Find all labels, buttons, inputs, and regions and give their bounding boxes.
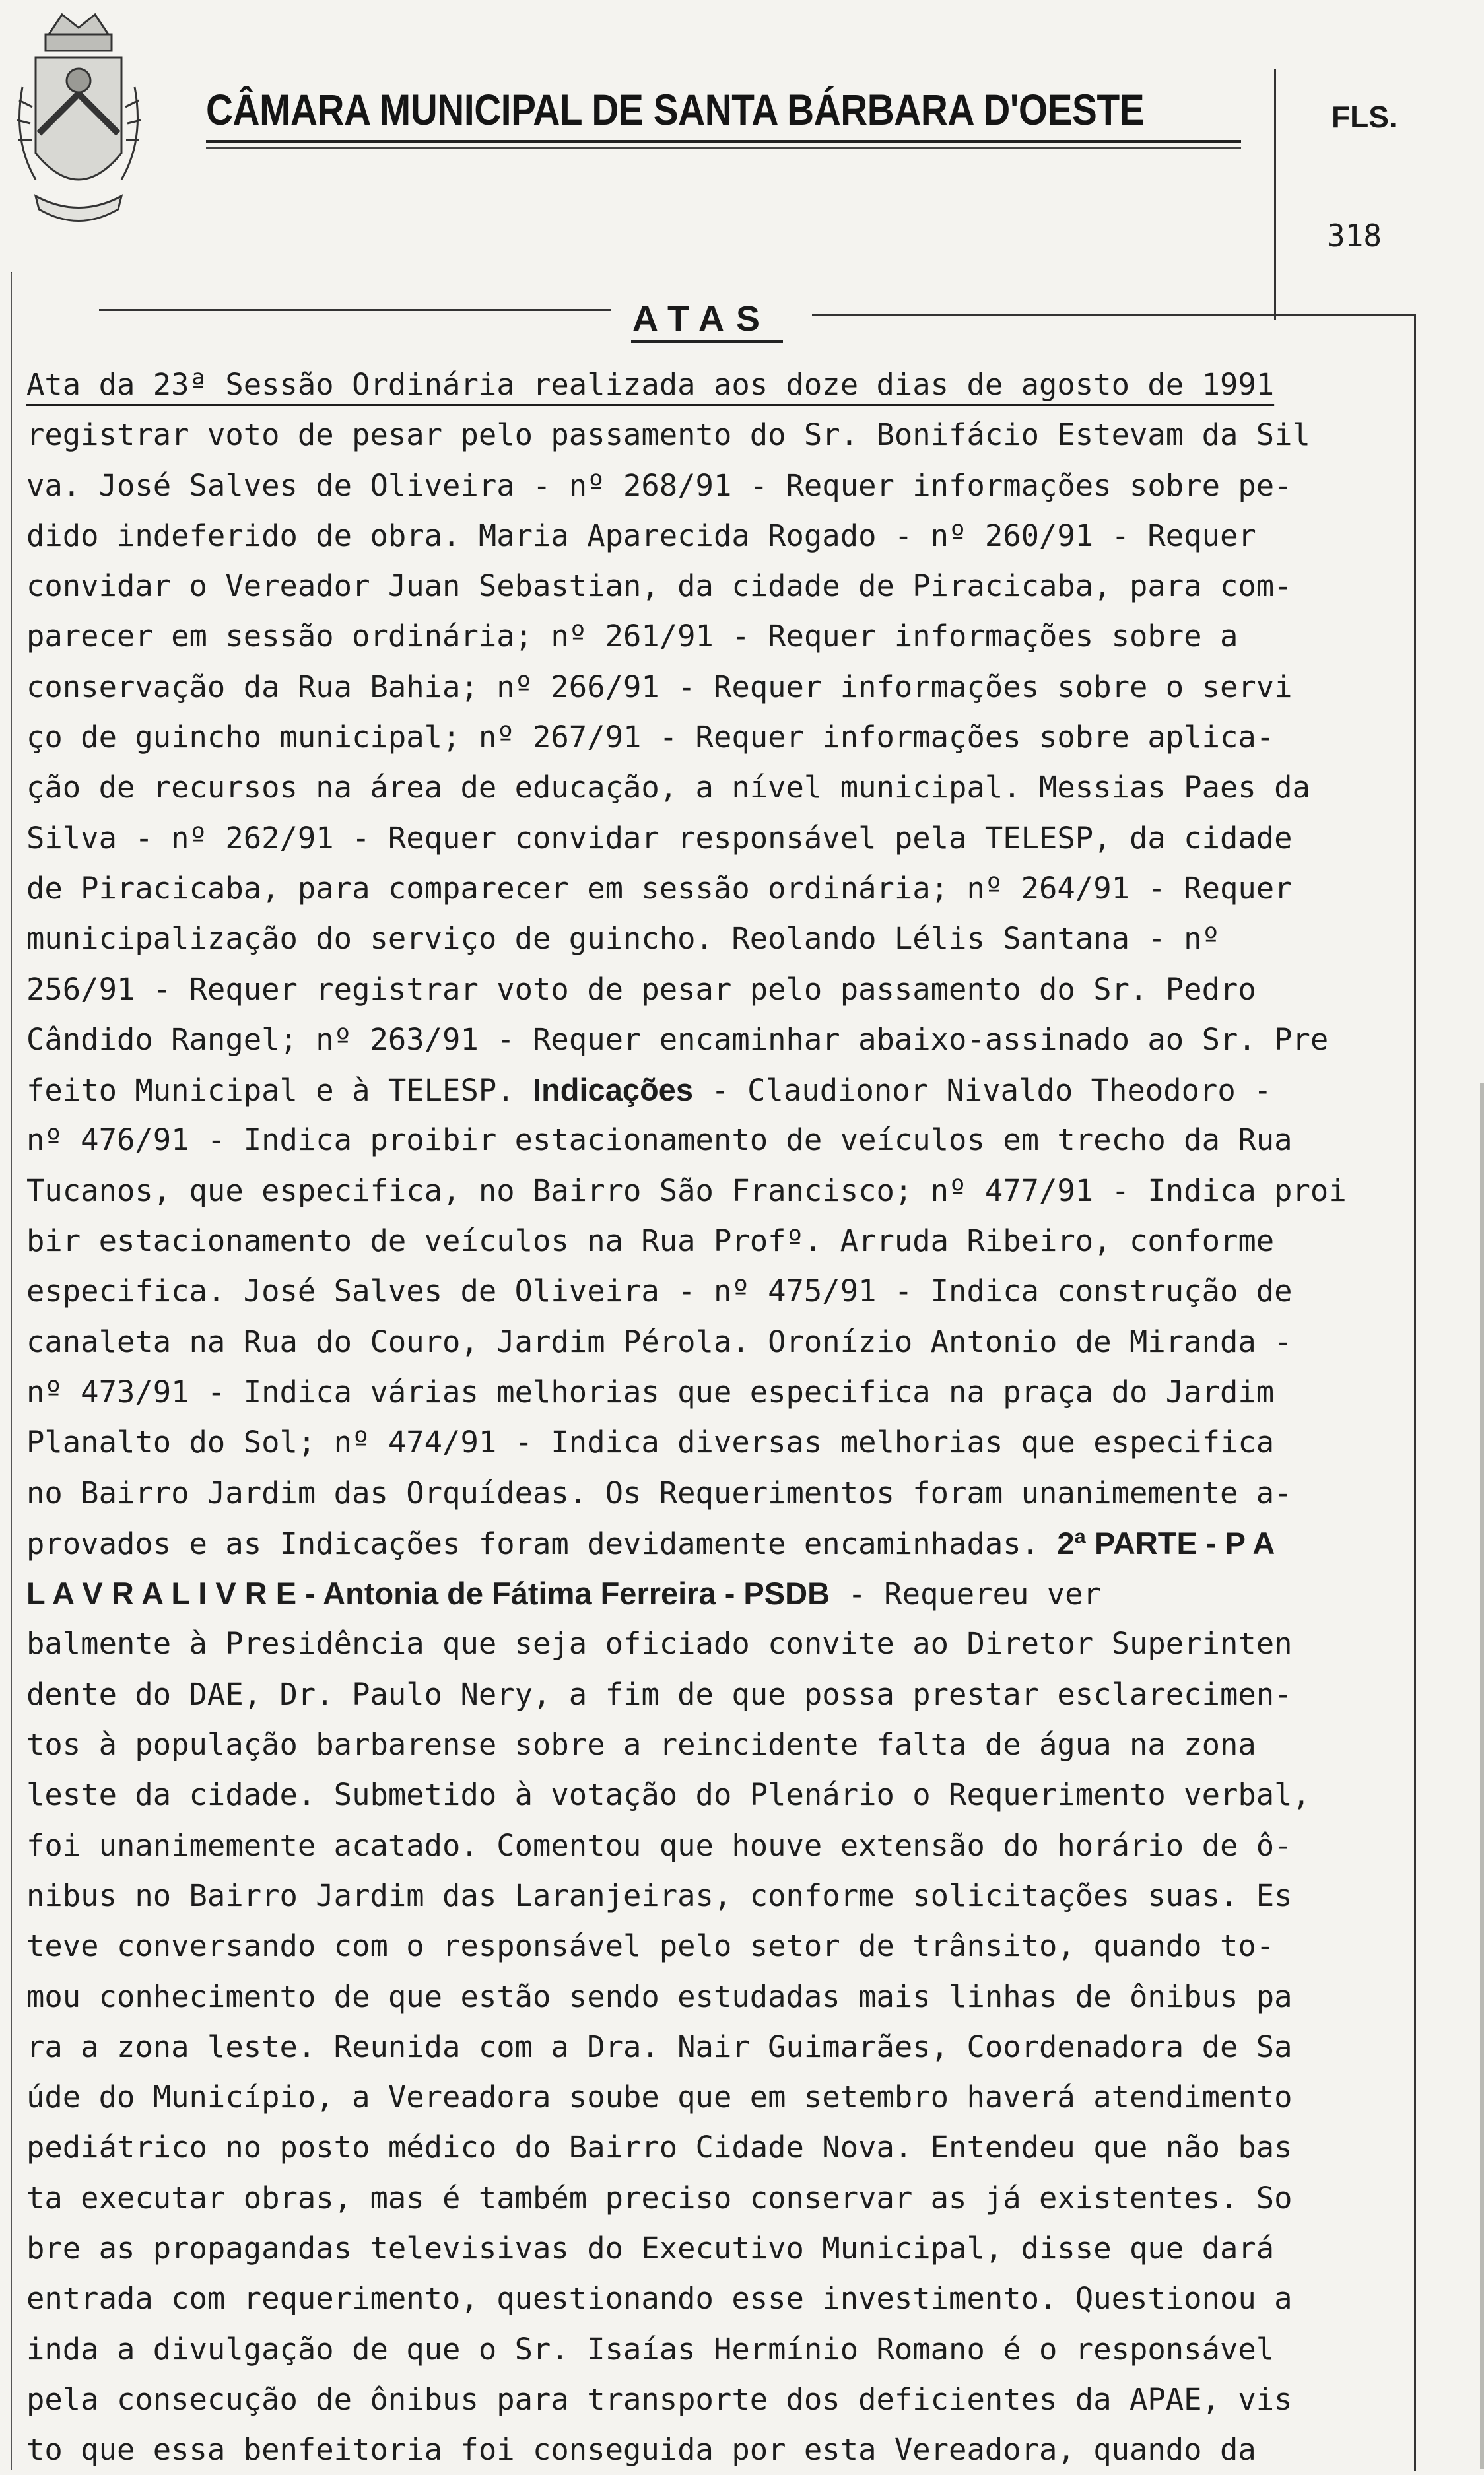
text-segment: feito Municipal e à TELESP. (26, 1073, 533, 1108)
text-segment: registrar voto de pesar pelo passamento do Sr. Bonifácio Estevam da Sil (26, 417, 1310, 453)
text-segment: Silva - nº 262/91 - Requer convidar responsável pela TELESP, da cidade (26, 820, 1293, 856)
text-segment: Planalto do Sol; nº 474/91 - Indica diversas melhorias que especifica (26, 1425, 1275, 1460)
text-segment: nº 476/91 - Indica proibir estacionamento de veículos em trecho da Rua (26, 1122, 1293, 1158)
minutes-line (26, 1619, 1419, 1669)
minutes-line (26, 914, 1419, 964)
text-segment: tos à população barbarense sobre a reincidente falta de água na zona (26, 1727, 1256, 1763)
minutes-line (26, 611, 1419, 661)
text-segment: no Bairro Jardim das Orquídeas. Os Requerimentos foram unanimemente a- (26, 1475, 1293, 1510)
minutes-line (26, 1972, 1419, 2022)
text-segment: ção de recursos na área de educação, a nível municipal. Messias Paes da (26, 770, 1310, 805)
municipal-coat-of-arms (9, 8, 148, 246)
minutes-line (26, 662, 1419, 712)
minutes-line (26, 2173, 1419, 2223)
minutes-line (26, 511, 1419, 561)
minutes-line (26, 1518, 1419, 1569)
text-segment: mou conhecimento de que estão sendo estudadas mais linhas de ônibus pa (26, 1979, 1293, 2014)
text-segment: 256/91 - Requer registrar voto de pesar pelo passamento do Sr. Pedro (26, 971, 1256, 1007)
minutes-line (26, 1417, 1419, 1468)
frame-left-rule (11, 272, 12, 2470)
minutes-line (26, 1871, 1419, 1921)
text-segment: foi unanimemente acatado. Comentou que houve extensão do horário de ô- (26, 1827, 1293, 1863)
minutes-line (26, 2375, 1419, 2425)
minutes-line (26, 1720, 1419, 1770)
minutes-line (26, 2324, 1419, 2375)
text-segment: bre as propagandas televisivas do Executivo Municipal, disse que dará (26, 2230, 1275, 2266)
minutes-line (26, 2274, 1419, 2324)
minutes-line (26, 1115, 1419, 1165)
minutes-line (26, 2223, 1419, 2274)
header-rule-thin (206, 147, 1241, 149)
text-segment: bir estacionamento de veículos na Rua Profº. Arruda Ribeiro, conforme (26, 1223, 1275, 1259)
header-rule (206, 140, 1241, 143)
session-header: Ata da 23ª Sessão Ordinária realizada aos doze dias de agosto de 1991 (26, 367, 1275, 402)
text-segment: leste da cidade. Submetido à votação do Plenário o Requerimento verbal, (26, 1777, 1310, 1813)
frame-top-left-rule (11, 272, 12, 273)
text-segment: canaleta na Rua do Couro, Jardim Pérola. Oronízio Antonio de Miranda - (26, 1324, 1293, 1359)
minutes-line (26, 1468, 1419, 1518)
minutes-line (26, 410, 1419, 460)
minutes-line (26, 965, 1419, 1015)
text-segment: Tucanos, que especifica, no Bairro São Francisco; nº 477/91 - Indica proi (26, 1172, 1347, 1208)
minutes-line (26, 561, 1419, 611)
minutes-line (26, 1770, 1419, 1820)
minutes-line (26, 1821, 1419, 1871)
text-segment: conservação da Rua Bahia; nº 266/91 - Requer informações sobre o servi (26, 669, 1293, 704)
text-segment: balmente à Presidência que seja oficiado convite ao Diretor Superinten (26, 1626, 1293, 1662)
text-segment: parecer em sessão ordinária; nº 261/91 - Requer informações sobre a (26, 619, 1238, 654)
text-segment: pela consecução de ônibus para transporte dos deficientes da APAE, vis (26, 2381, 1293, 2417)
text-segment: dido indeferido de obra. Maria Aparecida Rogado - nº 260/91 - Requer (26, 518, 1256, 553)
minutes-line (26, 712, 1419, 763)
section-title: ATAS (632, 299, 772, 339)
folio-divider (1274, 69, 1276, 320)
fls-label: FLS. (1332, 100, 1398, 134)
text-segment: teve conversando com o responsável pelo setor de trânsito, quando to- (26, 1928, 1275, 1964)
text-segment: de Piracicaba, para comparecer em sessão ordinária; nº 264/91 - Requer (26, 870, 1293, 906)
section-title-underline (631, 340, 783, 343)
text-segment: to que essa benfeitoria foi conseguida por esta Vereadora, quando da (26, 2432, 1256, 2468)
text-segment: Cândido Rangel; nº 263/91 - Requer encaminhar abaixo-assinado ao Sr. Pre (26, 1021, 1329, 1057)
text-segment: provados e as Indicações foram devidamente encaminhadas. (26, 1526, 1058, 1561)
minutes-line (26, 2425, 1419, 2475)
minutes-line (26, 1065, 1419, 1115)
text-segment: nibus no Bairro Jardim das Laranjeiras, conforme solicitações suas. Es (26, 1878, 1293, 1913)
minutes-line (26, 461, 1419, 511)
minutes-line (26, 1166, 1419, 1216)
text-segment: ra a zona leste. Reunida com a Dra. Nair Guimarães, Coordenadora de Sa (26, 2029, 1293, 2064)
text-segment: va. José Salves de Oliveira - nº 268/91 - Requer informações sobre pe- (26, 467, 1293, 503)
minutes-line (26, 1266, 1419, 1316)
minutes-line (26, 864, 1419, 914)
text-segment: inda a divulgação de que o Sr. Isaías Hermínio Romano é o responsável (26, 2331, 1275, 2367)
minutes-line (26, 1015, 1419, 1065)
minutes-line (26, 1670, 1419, 1720)
minutes-body (26, 360, 1419, 2475)
minutes-line (26, 1216, 1419, 1266)
text-segment: municipalização do serviço de guincho. Reolando Lélis Santana - nº (26, 921, 1220, 957)
minutes-line (26, 1921, 1419, 1971)
minutes-line (26, 813, 1419, 864)
institution-name: CÂMARA MUNICIPAL DE SANTA BÁRBARA D'OESTE (206, 85, 1145, 134)
text-segment: convidar o Vereador Juan Sebastian, da cidade de Piracicaba, para com- (26, 568, 1293, 604)
minutes-line (26, 763, 1419, 813)
bold-text-segment: Antonia de Fátima Ferreira - PSDB (323, 1576, 830, 1611)
minutes-line (26, 1569, 1419, 1619)
atas-rule-left (99, 309, 611, 311)
bold-text-segment: Indicações (533, 1072, 693, 1108)
bold-text-segment: 2ª PARTE - P A (1057, 1525, 1275, 1561)
text-segment: - Claudionor Nivaldo Theodoro - (692, 1073, 1272, 1108)
minutes-line (26, 2072, 1419, 2122)
text-segment: ço de guincho municipal; nº 267/91 - Requer informações sobre aplica- (26, 720, 1275, 755)
page-edge-shadow (1480, 1083, 1484, 2469)
text-segment: especifica. José Salves de Oliveira - nº 475/91 - Indica construção de (26, 1273, 1293, 1309)
atas-rule-right (812, 314, 1416, 316)
text-segment: nº 473/91 - Indica várias melhorias que especifica na praça do Jardim (26, 1374, 1275, 1409)
minutes-lines (26, 410, 1419, 2475)
text-segment: entrada com requerimento, questionando esse investimento. Questionou a (26, 2281, 1293, 2317)
text-segment: ta executar obras, mas é também preciso conservar as já existentes. So (26, 2180, 1293, 2216)
text-segment: pediátrico no posto médico do Bairro Cidade Nova. Entendeu que não bas (26, 2130, 1293, 2165)
text-segment: - Requereu ver (830, 1577, 1101, 1612)
minutes-line (26, 1317, 1419, 1367)
bold-text-segment: L A V R A L I V R E - (26, 1576, 323, 1611)
minutes-line (26, 2022, 1419, 2072)
minutes-line (26, 2122, 1419, 2173)
text-segment: úde do Município, a Vereadora soube que em setembro haverá atendimento (26, 2080, 1293, 2115)
text-segment: dente do DAE, Dr. Paulo Nery, a fim de que possa prestar esclarecimen- (26, 1676, 1293, 1712)
page-number: 318 (1327, 218, 1382, 254)
minutes-line (26, 1367, 1419, 1417)
